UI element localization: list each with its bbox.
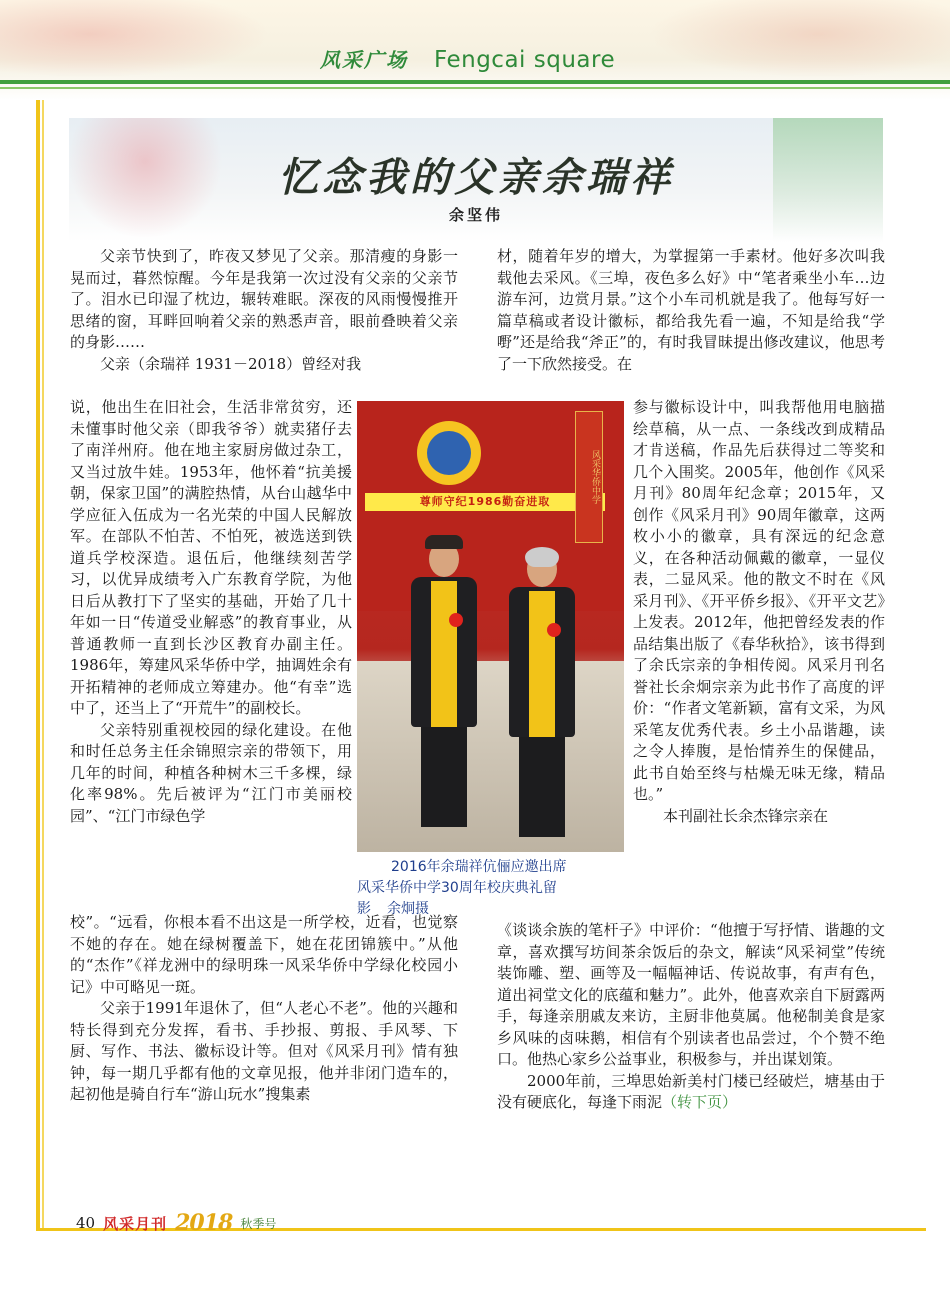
caption-line: 2016年余瑞祥伉俪应邀出席 [391,859,567,875]
paragraph: 父亲特别重视校园的绿化建设。在他和时任总务主任余锦照宗亲的带领下，用几年的时间，种植各种树木三千多棵，绿化率98%。先后被评为“江门市美丽校园”、“江门市绿色学 [70,720,352,825]
column-right-wrap [633,397,885,827]
photo-credit: 余炯摄 [387,901,429,917]
paragraph: 本刊副社长余杰锋宗亲在 [663,806,829,825]
frame-left-border [36,100,40,1230]
header-flower-decoration-right [620,0,950,85]
column-right-top [497,246,885,375]
column-right-lower [497,920,885,1114]
section-title-cn: 风采广场 [320,48,408,72]
title-banner [69,118,883,242]
photo-person-mother [507,551,577,841]
caption-line: 风采华侨中学30周年校庆典礼留 [357,880,557,896]
article-photo [357,401,624,852]
caption-line-last [357,899,627,920]
paragraph [497,1071,885,1114]
photo-person-father [409,541,479,841]
paragraph: 材，随着年岁的增大，为掌握第一手素材。他好多次叫我载他去采风。《三埠，夜色多么好》中“笔者乘坐小车…边游车河，边赏月景。”这个小车司机就是我了。他每写好一篇草稿或者设计徽标，都给我先看一遍，不知是给我“学嘢”还是给我“斧正”的，有时我冒昧提出修改建议，他思考了一下欣然接受。在 [497,247,885,373]
paragraph: 《谈谈余族的笔杆子》中评价：“他擅于写抒情、谐趣的文章，喜欢撰写坊间茶余饭后的杂文，解读“风采祠堂”传统装饰雕、塑、画等及一幅幅神话、传说故事，有声有色，道出祠堂文化的底蕴和魅力”。此外，他喜欢亲自下厨露两手，每逢亲朋戚友来访，主厨非他莫属。他秘制美食是家乡风味的卤味鹅，相信有个别读者也品尝过，个个赞不绝口。他热心家乡公益事业，积极参与，并出谋划策。 [497,921,885,1068]
page-number: 40 [76,1214,96,1232]
section-title [320,44,615,76]
photo-caption [357,857,627,920]
paragraph: 父亲于1991年退休了，但“人老心不老”。他的兴趣和特长得到充分发挥，看书、手抄报、剪报、手风琴、下厨、写作、书法、徽标设计等。但对《风采月刊》情有独钟，每一期几乎都有他的文章见报，他并非闭门造车的，起初他是骑自行车“游山玩水”搜集素 [70,999,458,1103]
header-rule [0,80,950,84]
article-author: 余坚伟 [448,206,503,224]
paragraph: 父亲（余瑞祥 1931－2018）曾经对我 [100,354,362,373]
header-rule-thin [0,87,950,89]
page-footer [76,1210,276,1236]
column-left-wrap [70,397,352,827]
paragraph: 参与徽标设计中，叫我帮他用电脑描绘草稿，从一点、一条线改到成精品才肯送稿，作品先后获得过二等奖和几个入围奖。2005年，他创作《风采月刊》80周年纪念章；2015年，又创作《风采月刊》90周年徽章，这两枚小小的徽章，具有深远的纪念意义，在各种活动佩戴的徽章，一显仪表，二显风采。他的散文不时在《风采月刊》、《开平侨乡报》、《开平文艺》上发表。2012年，他把曾经发表的作品结集出版了《春华秋拾》，该书得到了余氏宗亲的争相传阅。风采月刊名誉社长余炯宗亲为此书作了高度的评价：“作者文笔新颖，富有文采，为风采笔友优秀代表。乡土小品谐趣，读之令人捧腹，是怡情养生的保健品，此书自始至终与枯燥无味无缘，精品也。” [633,398,885,803]
photo-stage-backdrop [357,401,624,611]
column-left-lower [70,912,458,1106]
magazine-name: 风采月刊 [103,1214,168,1233]
header-flower-decoration-left [0,0,300,85]
photo-scroll: 风采华侨中学 [575,411,603,543]
paragraph: 父亲节快到了，昨夜又梦见了父亲。那清瘦的身影一晃而过，暮然惊醒。今年是我第一次过没有父亲的父亲节了。泪水已印湿了枕边，辗转难眠。深夜的风雨慢慢推开思绪的窗，耳畔回响着父亲的熟悉声音，眼前叠映着父亲的身影…… [70,247,458,351]
photo-slogan-banner: 尊师守纪1986勤奋进取 [365,493,605,511]
school-emblem-icon [417,421,481,485]
issue-season: 秋季号 [240,1216,277,1231]
section-title-en: Fengcai square [434,47,616,73]
paragraph: 说，他出生在旧社会，生活非常贫穷，还未懂事时他父亲（即我爷爷）就卖猪仔去了南洋州府。他在地主家厨房做过杂工，又当过放牛娃。1953年，他怀着“抗美援朝，保家卫国”的满腔热情，从台山越华中学应征入伍成为一名光荣的中国人民解放军。在部队不怕苦、不怕死，被选送到铁道兵学校深造。退伍后，他继续刻苦学习，以优异成绩考入广东教育学院，为他日后从教打下了坚实的基础，开始了几十年如一日“传道受业解惑”的教育事业，从普通教师一直到长沙区教育办副主任。1986年，筹建风采华侨中学，抽调姓余有开拓精神的老师成立筹建办。他“有幸”选中了，还当上了“开荒牛”的副校长。 [70,398,352,717]
issue-year: 2018 [175,1210,233,1236]
continued-note: （转下页） [662,1093,738,1111]
caption-text: 影 [357,901,371,917]
photo-floor [357,661,624,852]
paragraph-text: 2000年前，三埠思始新美村门楼已经破烂，塘基由于没有硬底化，每逢下雨泥 [497,1071,885,1111]
paragraph: 校”。“远看，你根本看不出这是一所学校，近看，也觉察不她的存在。她在绿树覆盖下，她在花团锦簇中。”从他的“杰作”《祥龙洲中的绿明珠一风采华侨中学绿化校园小记》中可略见一斑。 [70,913,458,996]
article-title: 忆念我的父亲余瑞祥 [278,154,674,201]
column-left-intro [70,246,458,375]
page-header [0,0,950,100]
frame-left-border-inner [42,100,44,1230]
